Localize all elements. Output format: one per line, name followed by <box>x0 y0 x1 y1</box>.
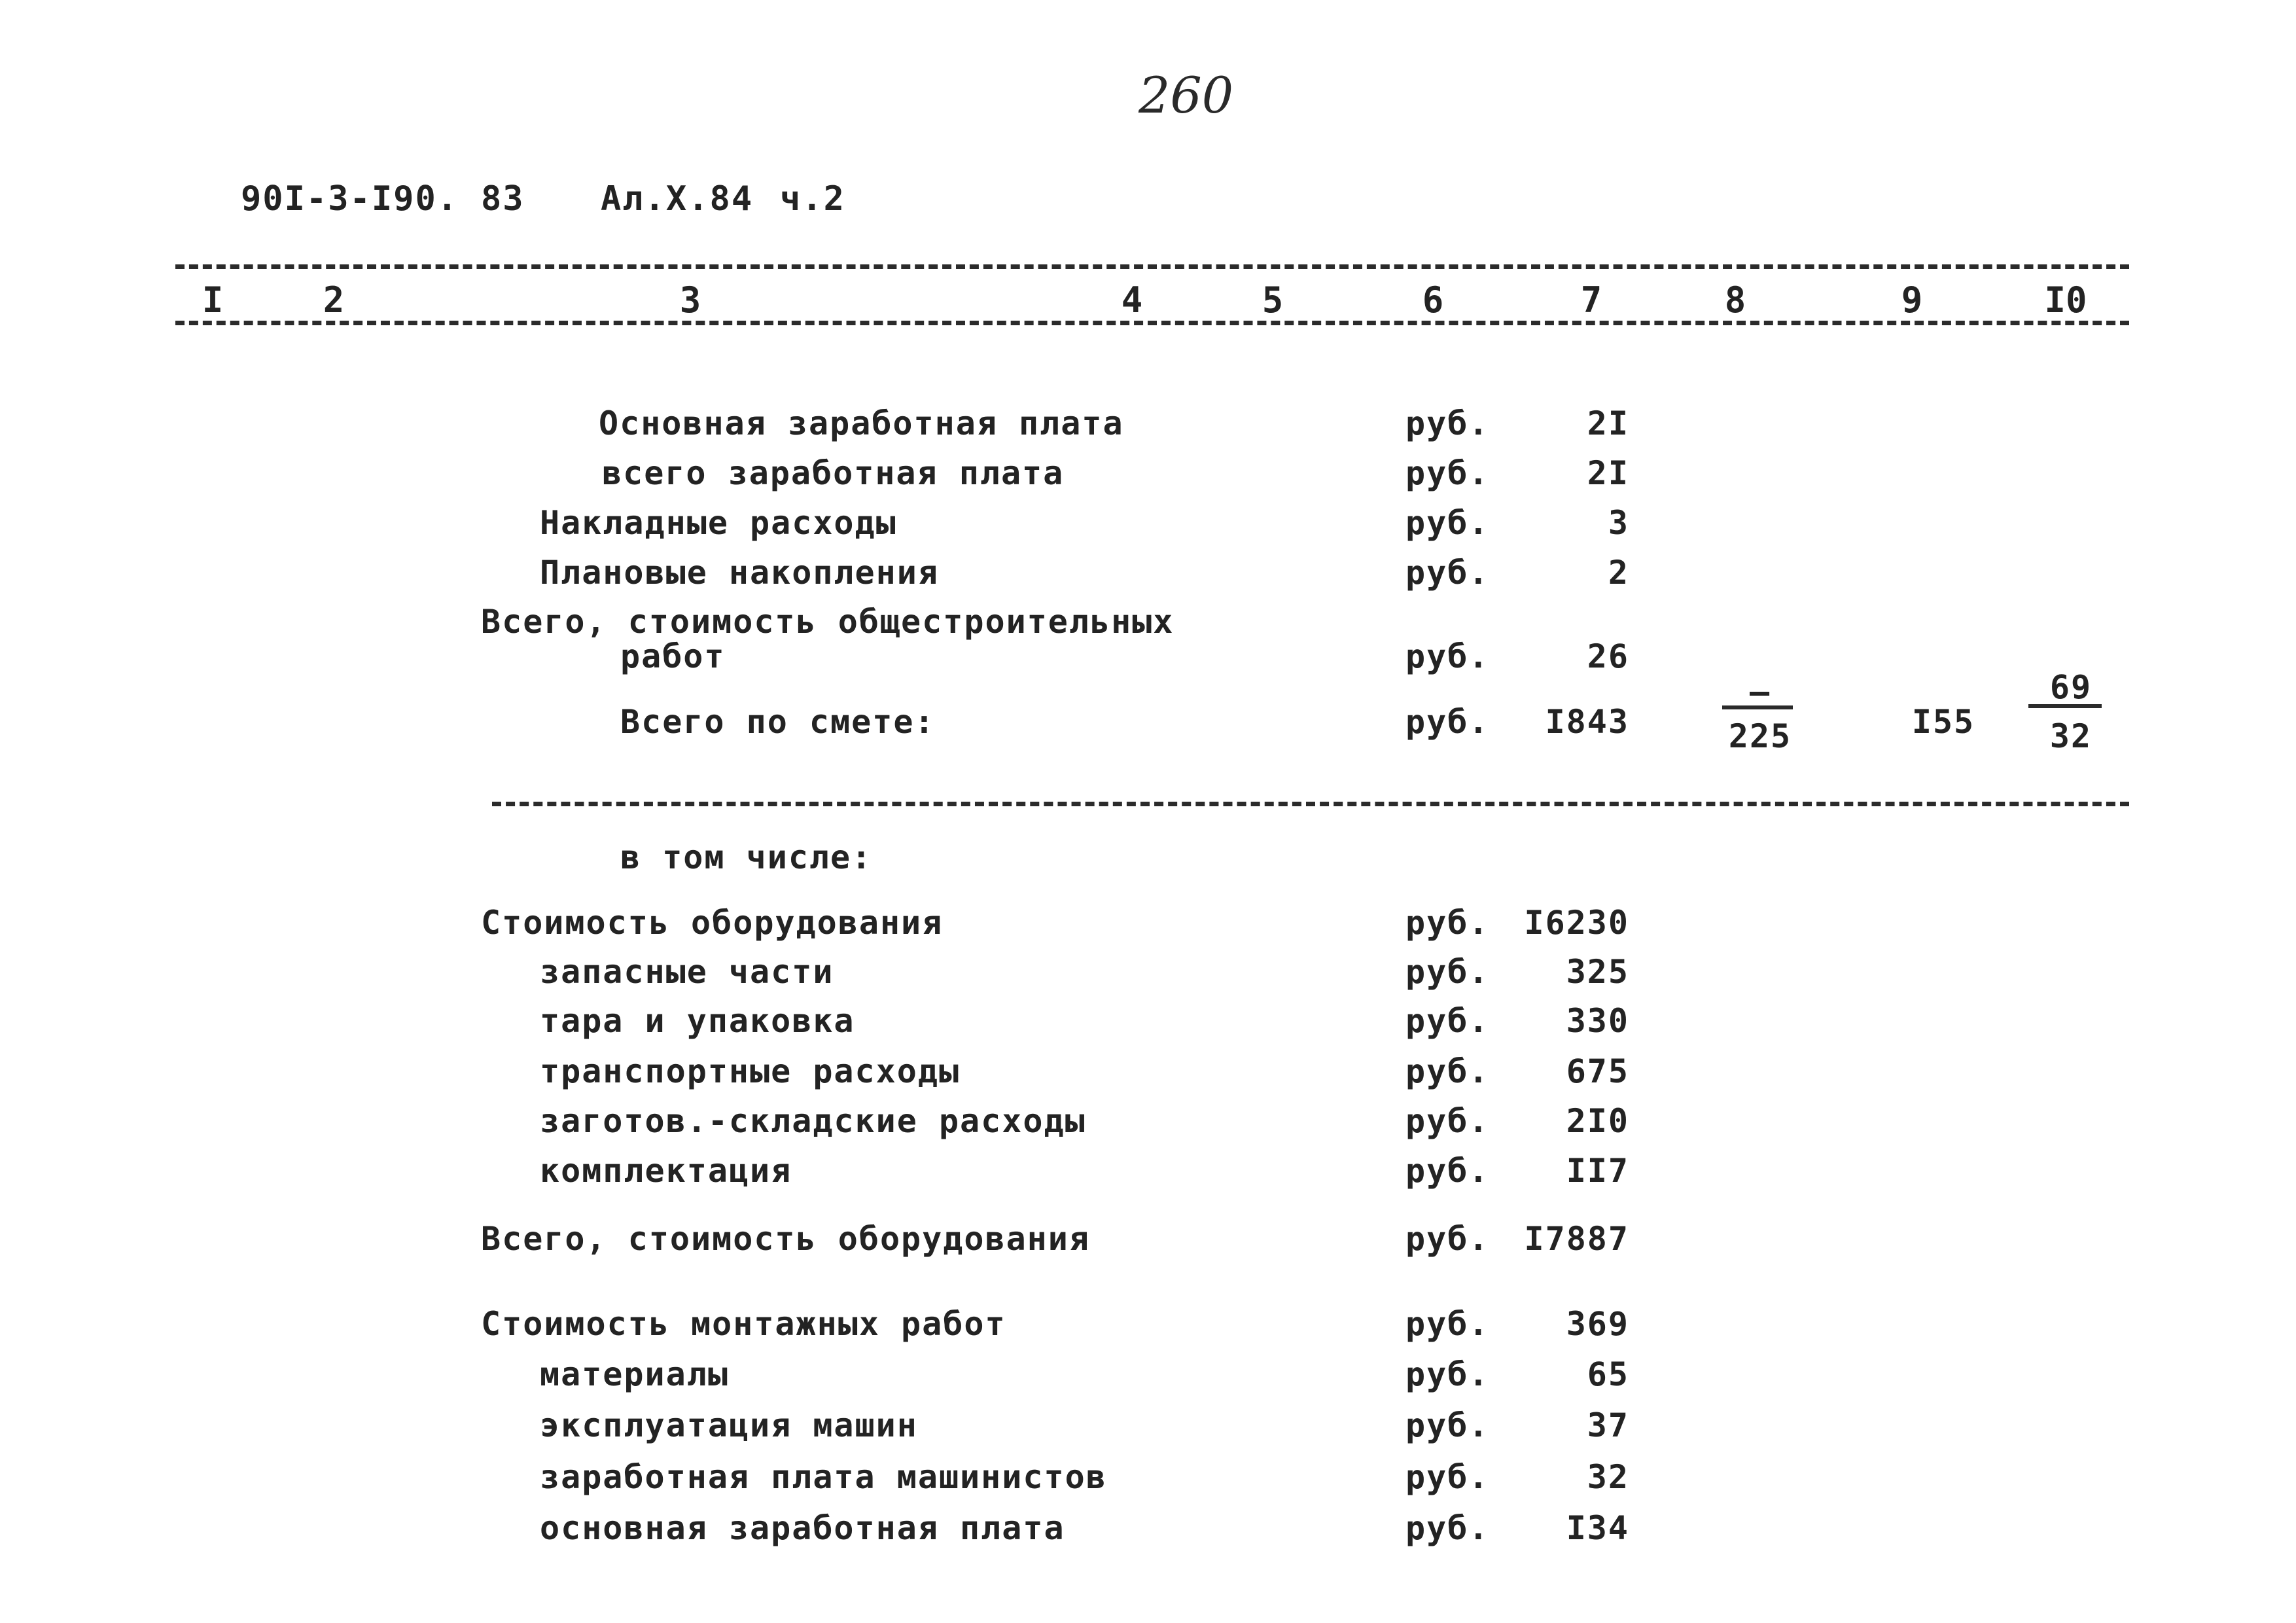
doc-year: 83 <box>481 179 525 219</box>
row-label: тара и упаковка <box>540 1002 855 1040</box>
column-number: I <box>202 279 224 321</box>
row-value: 32 <box>1587 1458 1629 1496</box>
equipment-total-label: Всего, стоимость оборудования <box>481 1220 1090 1258</box>
equipment-title-unit: руб. <box>1405 904 1490 942</box>
row-value: 3 <box>1608 504 1629 542</box>
row-label: материалы <box>540 1355 729 1393</box>
row-label: Основная заработная плата <box>599 404 1124 442</box>
row-label: заработная плата машинистов <box>540 1458 1107 1496</box>
row-unit: руб. <box>1405 1052 1490 1090</box>
column-number: I0 <box>2044 279 2087 321</box>
row-unit: руб. <box>1405 1102 1490 1140</box>
col8-top: – <box>1749 673 1771 711</box>
row-label: заготов.-складские расходы <box>540 1102 1086 1140</box>
column-number: 5 <box>1262 279 1284 321</box>
column-number: 4 <box>1121 279 1143 321</box>
doc-part: ч.2 <box>780 179 845 219</box>
doc-album: Ал.Х.84 <box>601 179 754 219</box>
row-value: 65 <box>1587 1355 1629 1393</box>
equipment-title-value: I6230 <box>1524 904 1629 942</box>
col9-value: I55 <box>1911 703 1975 741</box>
col10-fraction-bar <box>2028 704 2102 708</box>
row-value: 325 <box>1566 953 1629 991</box>
row-label: Плановые накопления <box>540 554 939 592</box>
row-value: 2 <box>1608 554 1629 592</box>
row-unit: руб. <box>1405 554 1490 592</box>
row-label: транспортные расходы <box>540 1052 961 1090</box>
column-number: 9 <box>1901 279 1923 321</box>
column-number: 7 <box>1580 279 1602 321</box>
installation-title-value: 369 <box>1566 1305 1629 1343</box>
column-number: 6 <box>1422 279 1444 321</box>
row-unit: руб. <box>1405 404 1490 442</box>
row-label: эксплуатация машин <box>540 1406 918 1444</box>
row-label: запасные части <box>540 953 834 991</box>
row-value: 37 <box>1587 1406 1629 1444</box>
row-label: основная заработная плата <box>540 1509 1065 1547</box>
header-bottom-rule <box>175 321 2129 325</box>
total-general-unit: руб. <box>1405 637 1490 675</box>
row-unit: руб. <box>1405 1406 1490 1444</box>
row-label: всего заработная плата <box>602 454 1065 492</box>
col8-bottom: 225 <box>1728 717 1792 755</box>
column-number: 8 <box>1724 279 1746 321</box>
total-general-value: 26 <box>1587 637 1629 675</box>
row-value: 2I0 <box>1566 1102 1629 1140</box>
row-unit: руб. <box>1405 454 1490 492</box>
row-label: комплектация <box>540 1152 792 1190</box>
row-unit: руб. <box>1405 1509 1490 1547</box>
header-top-rule <box>175 264 2129 269</box>
row-unit: руб. <box>1405 1002 1490 1040</box>
installation-title-label: Стоимость монтажных работ <box>481 1305 1006 1343</box>
doc-code: 90I-3-I90. <box>241 179 459 219</box>
page-number: 260 <box>1139 66 1234 124</box>
row-value: 330 <box>1566 1002 1629 1040</box>
row-unit: руб. <box>1405 953 1490 991</box>
row-unit: руб. <box>1405 1152 1490 1190</box>
including-label: в том числе: <box>620 838 873 876</box>
row-value: 2I <box>1587 454 1629 492</box>
row-label: Накладные расходы <box>540 504 897 542</box>
total-general-label-line1: Всего, стоимость общестроительных <box>481 603 1174 641</box>
col10-bottom: 32 <box>2049 717 2093 755</box>
installation-title-unit: руб. <box>1405 1305 1490 1343</box>
total-estimate-label: Всего по смете: <box>620 703 936 741</box>
section-divider-rule <box>492 802 2129 806</box>
equipment-total-value: I7887 <box>1524 1220 1629 1258</box>
column-number: 2 <box>323 279 345 321</box>
row-unit: руб. <box>1405 1355 1490 1393</box>
column-number: 3 <box>679 279 701 321</box>
total-general-label-line2: работ <box>620 637 726 675</box>
row-unit: руб. <box>1405 504 1490 542</box>
total-estimate-value: I843 <box>1545 703 1629 741</box>
col10-top: 69 <box>2049 668 2093 706</box>
total-estimate-unit: руб. <box>1405 703 1490 741</box>
col8-fraction-bar <box>1722 705 1793 709</box>
row-value: 675 <box>1566 1052 1629 1090</box>
equipment-total-unit: руб. <box>1405 1220 1490 1258</box>
row-value: II7 <box>1566 1152 1629 1190</box>
row-value: I34 <box>1566 1509 1629 1547</box>
row-value: 2I <box>1587 404 1629 442</box>
equipment-title-label: Стоимость оборудования <box>481 904 944 942</box>
row-unit: руб. <box>1405 1458 1490 1496</box>
